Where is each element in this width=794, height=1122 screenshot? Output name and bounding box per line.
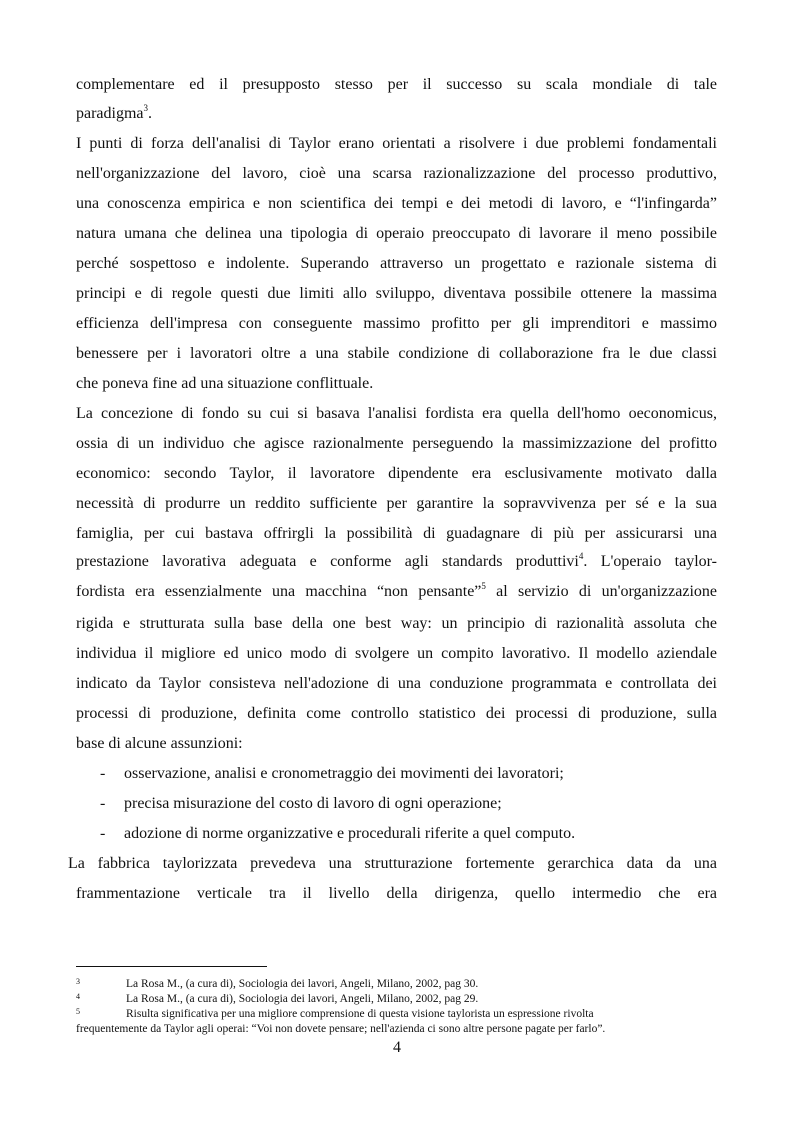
body-line: ossia di un individuo che agisce razionalmente perseguendo la massimizzazione del profitto [76,435,717,452]
footnote-number: 5 [76,1007,80,1016]
page-number: 4 [393,1039,401,1056]
body-line [76,582,717,602]
list-item-text: precisa misurazione del costo di lavoro di ogni operazione; [124,795,502,812]
list-dash: - [100,795,106,812]
body-line [76,552,717,572]
body-line: frammentazione verticale tra il livello della dirigenza, quello intermedio che era [76,885,717,902]
body-line: principi e di regole questi due limiti allo sviluppo, diventava possibile ottenere la massima [76,285,717,302]
body-line: benessere per i lavoratori oltre a una stabile condizione di collaborazione fra le due classi [76,345,717,362]
body-line: complementare ed il presupposto stesso per il successo su scala mondiale di tale [76,76,717,93]
body-line: La fabbrica taylorizzata prevedeva una strutturazione fortemente gerarchica data da una [68,855,717,872]
body-line [76,104,717,124]
body-line: famiglia, per cui bastava offrirgli la possibilità di guadagnare di più per assicurarsi una [76,525,717,542]
list-dash: - [100,825,106,842]
body-text: prestazione lavorativa adeguata e conforme agli standards produttivi [76,553,579,570]
body-line: nell'organizzazione del lavoro, cioè una scarsa razionalizzazione del processo produttivo, [76,165,717,182]
footnote-text: La Rosa M., (a cura di), Sociologia dei lavori, Angeli, Milano, 2002, pag 30. [126,978,479,990]
body-line: processi di produzione, definita come controllo statistico dei processi di produzione, sulla [76,705,717,722]
list-item-text: osservazione, analisi e cronometraggio dei movimenti dei lavoratori; [124,765,564,782]
footnote-ref: 4 [578,551,584,561]
footnote-separator [76,966,267,967]
body-line: I punti di forza dell'analisi di Taylor erano orientati a risolvere i due problemi fondamentali [76,135,717,152]
footnote-ref: 5 [481,581,486,591]
body-line: necessità di produrre un reddito sufficiente per garantire la sopravvivenza per sé e la sua [76,495,717,512]
body-text: fordista era essenzialmente una macchina “non pensante” [76,583,482,600]
body-line: indicato da Taylor consisteva nell'adozione di una conduzione programmata e controllata dei [76,675,717,692]
list-item-text: adozione di norme organizzative e procedurali riferite a quel computo. [124,825,576,842]
body-text: . [148,105,153,122]
body-line: natura umana che delinea una tipologia di operaio preoccupato di lavorare il meno possibile [76,225,717,242]
body-text: . L'operaio taylor- [583,553,718,570]
body-line: una conoscenza empirica e non scientifica dei tempi e dei metodi di lavoro, e “l'infingarda” [76,195,717,212]
footnote-ref: 3 [143,103,149,113]
footnote-number: 4 [76,992,80,1001]
body-line: rigida e strutturata sulla base della one best way: un principio di razionalità assoluta che [76,615,717,632]
body-line: La concezione di fondo su cui si basava l'analisi fordista era quella dell'homo oeconomicus, [76,405,717,422]
body-line: efficienza dell'impresa con conseguente massimo profitto per gli imprenditori e massimo [76,315,717,332]
footnote-number: 3 [76,977,80,986]
body-line: che poneva fine ad una situazione conflittuale. [76,375,374,392]
body-line: perché sospettoso e indolente. Superando attraverso un progettato e razionale sistema di [76,255,717,272]
body-text: al servizio di un'organizzazione [485,583,718,600]
footnote-text: Risulta significativa per una migliore comprensione di questa visione taylorista un espressione rivolta [126,1008,594,1020]
list-dash: - [100,765,106,782]
footnote-continuation: frequentemente da Taylor agli operai: “Voi non dovete pensare; nell'azienda ci sono altre persone pagate per farlo”. [76,1023,606,1035]
body-text: paradigma [76,105,144,122]
footnote-text: La Rosa M., (a cura di), Sociologia dei lavori, Angeli, Milano, 2002, pag 29. [126,993,479,1005]
body-line: economico: secondo Taylor, il lavoratore dipendente era esclusivamente motivato dalla [76,465,717,482]
body-line: individua il migliore ed unico modo di svolgere un compito lavorativo. Il modello aziendale [76,645,717,662]
body-line: base di alcune assunzioni: [76,735,243,752]
